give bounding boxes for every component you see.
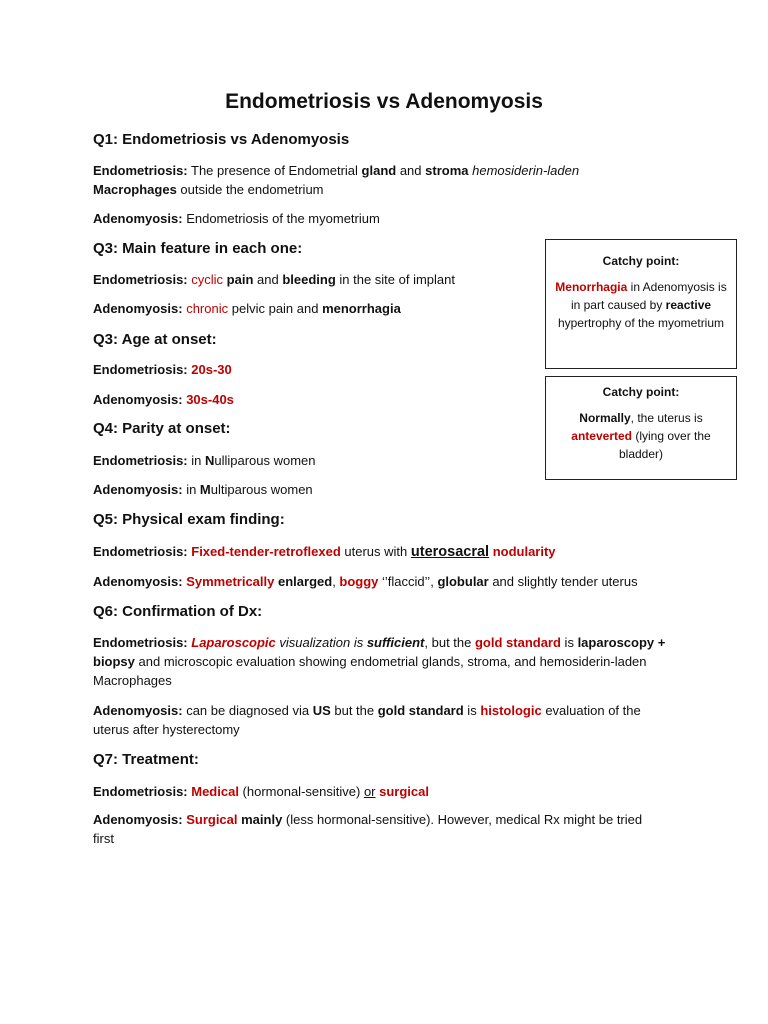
q1-adenomyosis-text: Adenomyosis: Endometriosis of the myometrium	[93, 211, 380, 226]
q4-adenomyosis-text: Adenomyosis: in Multiparous women	[93, 482, 313, 497]
q3-adenomyosis-text: Adenomyosis: chronic pelvic pain and menorrhagia	[93, 301, 401, 316]
q5-endometriosis-text: Endometriosis: Fixed-tender-retroflexed uterus with uterosacral nodularity	[93, 544, 556, 560]
catchy-point-box-anteverted	[545, 376, 737, 480]
q3-age-heading: Q3: Age at onset:	[93, 331, 217, 348]
q4-heading: Q4: Parity at onset:	[93, 420, 231, 437]
page-title: Endometriosis vs Adenomyosis	[225, 90, 543, 113]
age-endometriosis-text: Endometriosis: 20s-30	[93, 362, 232, 377]
q1-heading: Q1: Endometriosis vs Adenomyosis	[93, 131, 350, 148]
q7-adenomyosis-text: Adenomyosis: Surgical mainly (less hormonal-sensitive). However, medical Rx might be tried first	[93, 812, 643, 846]
catchy-point-title: Catchy point:	[602, 254, 680, 268]
q1-endometriosis-text: Endometriosis: The presence of Endometrial gland and stroma hemosiderin-laden Macrophages outside the endometrium	[93, 163, 580, 197]
q7-endometriosis-text: Endometriosis: Medical (hormonal-sensitive) or surgical	[93, 784, 429, 799]
q5-heading: Q5: Physical exam finding:	[93, 511, 285, 528]
catchy-point-body: Normally, the uterus is anteverted (lying over the bladder)	[571, 411, 711, 461]
q3-endometriosis-text: Endometriosis: cyclic pain and bleeding in the site of implant	[93, 272, 455, 287]
catchy-point-body: Menorrhagia in Adenomyosis is in part caused by reactive hypertrophy of the myometrium	[555, 280, 727, 330]
catchy-point-title: Catchy point:	[602, 385, 680, 399]
age-adenomyosis-text: Adenomyosis: 30s-40s	[93, 392, 234, 407]
q3-feature-heading: Q3: Main feature in each one:	[93, 240, 303, 257]
catchy-point-box-menorrhagia	[545, 239, 737, 369]
q5-adenomyosis-text: Adenomyosis: Symmetrically enlarged, boggy ‘’flaccid’’, globular and slightly tender uterus	[93, 574, 638, 589]
q6-adenomyosis-text: Adenomyosis: can be diagnosed via US but the gold standard is histologic evaluation of the uterus after hysterectomy	[93, 703, 641, 737]
q7-heading: Q7: Treatment:	[93, 751, 199, 768]
q4-endometriosis-text: Endometriosis: in Nulliparous women	[93, 453, 316, 468]
q6-heading: Q6: Confirmation of Dx:	[93, 603, 263, 620]
q6-endometriosis-text: Endometriosis: Laparoscopic visualization is sufficient, but the gold standard is laparoscopy + biopsy and microscopic evaluation showing endometrial glands, stroma, and hemosiderin-laden Macrophages	[93, 635, 666, 688]
